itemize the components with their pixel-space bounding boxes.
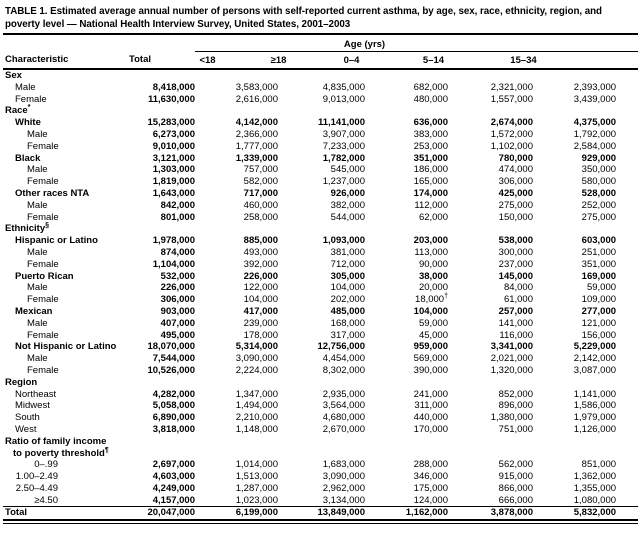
cell-15-34: 851,000 <box>581 459 617 471</box>
cell-under-18: 104,000 <box>243 294 278 306</box>
cell-0-4: 20,000 <box>418 282 448 294</box>
cell-18-plus: 4,835,000 <box>322 81 365 93</box>
cell-5-14: 306,000 <box>498 176 533 188</box>
table-row <box>3 282 638 294</box>
section-row <box>3 223 638 235</box>
cell-total: 3,121,000 <box>152 152 195 164</box>
cell-18-plus: 485,000 <box>330 305 365 317</box>
table-header <box>3 36 638 69</box>
cell-0-4: 346,000 <box>413 471 448 483</box>
section-row <box>3 105 638 117</box>
cell-total: 1,643,000 <box>152 187 195 199</box>
row-label: Region <box>5 376 38 388</box>
cell-total: 8,418,000 <box>152 81 195 93</box>
row-label: Other races NTA <box>15 187 90 199</box>
cell-0-4: 636,000 <box>413 117 448 129</box>
cell-total: 6,273,000 <box>152 128 195 140</box>
cell-18-plus: 13,849,000 <box>278 507 365 519</box>
col-header-characteristic: Characteristic <box>5 54 69 66</box>
cell-18-plus: 2,935,000 <box>322 388 365 400</box>
age-span-label: Age (yrs) <box>343 39 386 50</box>
row-label <box>3 495 133 507</box>
col-header-5-14: 5–14 <box>422 54 445 66</box>
cell-under-18: 1,494,000 <box>235 400 278 412</box>
cell-0-4: 1,162,000 <box>365 507 448 519</box>
row-label: Male <box>27 317 48 329</box>
cell-18-plus: 8,302,000 <box>322 364 365 376</box>
cell-0-4: 45,000 <box>418 329 448 341</box>
row-label: Puerto Rican <box>15 270 74 282</box>
cell-18-plus: 4,454,000 <box>322 353 365 365</box>
cell-under-18: 1,339,000 <box>235 152 278 164</box>
row-label: Midwest <box>15 400 50 412</box>
row-label: Female <box>27 176 59 188</box>
cell-total: 2,697,000 <box>152 459 195 471</box>
cell-18-plus: 1,782,000 <box>322 152 365 164</box>
cell-under-18: 582,000 <box>243 176 278 188</box>
cell-under-18: 717,000 <box>243 187 278 199</box>
cell-under-18: 757,000 <box>243 164 278 176</box>
cell-15-34: 2,584,000 <box>573 140 617 152</box>
cell-15-34: 528,000 <box>581 187 617 199</box>
column-header-row <box>3 52 638 70</box>
cell-18-plus: 3,907,000 <box>322 128 365 140</box>
cell-total: 306,000 <box>160 294 195 306</box>
cell-under-18: 2,366,000 <box>235 128 278 140</box>
cell-0-4: 170,000 <box>413 423 448 435</box>
cell-under-18: 885,000 <box>243 235 278 247</box>
cell-18-plus: 168,000 <box>330 317 365 329</box>
cell-15-34: 109,000 <box>581 294 617 306</box>
footnote-marker: * <box>27 104 31 112</box>
row-label: Female <box>27 258 59 270</box>
col-header-total: Total <box>129 54 151 66</box>
cell-under-18: 258,000 <box>243 211 278 223</box>
cell-5-14: 84,000 <box>503 282 533 294</box>
cell-5-14: 257,000 <box>498 305 533 317</box>
cell-5-14: 1,572,000 <box>490 128 533 140</box>
cell-0-4: 104,000 <box>413 305 448 317</box>
cell-total: 15,283,000 <box>147 117 195 129</box>
row-label: Mexican <box>15 305 53 317</box>
cell-total: 495,000 <box>160 329 195 341</box>
cell-5-14: 425,000 <box>498 187 533 199</box>
cell-18-plus: 3,134,000 <box>322 494 365 506</box>
cell-0-4: 959,000 <box>413 341 448 353</box>
cell-5-14: 896,000 <box>498 400 533 412</box>
cell-5-14: 780,000 <box>498 152 533 164</box>
cell-under-18: 1,777,000 <box>235 140 278 152</box>
cell-under-18: 1,014,000 <box>235 459 278 471</box>
cell-18-plus: 3,090,000 <box>322 471 365 483</box>
cell-under-18: 2,224,000 <box>235 364 278 376</box>
cell-15-34: 252,000 <box>581 199 617 211</box>
footnote-marker: § <box>45 222 50 230</box>
cell-5-14: 3,878,000 <box>448 507 533 519</box>
row-label: Northeast <box>15 388 57 400</box>
cell-15-34: 1,080,000 <box>573 494 617 506</box>
cell-0-4: 203,000 <box>413 235 448 247</box>
cell-15-34: 4,375,000 <box>573 117 617 129</box>
cell-total: 4,157,000 <box>152 494 195 506</box>
cell-under-18: 1,347,000 <box>235 388 278 400</box>
row-label: White <box>15 117 41 129</box>
section-row <box>3 436 638 460</box>
cell-18-plus: 3,564,000 <box>322 400 365 412</box>
cell-under-18: 1,513,000 <box>235 471 278 483</box>
cell-under-18: 178,000 <box>243 329 278 341</box>
cell-0-4: 113,000 <box>414 246 448 258</box>
cell-total: 4,282,000 <box>152 388 195 400</box>
cell-total: 7,544,000 <box>152 353 195 365</box>
cell-0-4: 18,000† <box>415 292 448 306</box>
row-label: Male <box>27 246 48 258</box>
cell-18-plus: 305,000 <box>330 270 365 282</box>
cell-15-34: 59,000 <box>586 282 617 294</box>
cell-18-plus: 4,680,000 <box>322 412 365 424</box>
cell-total: 903,000 <box>160 305 195 317</box>
col-header-15-34: 15–34 <box>510 54 537 66</box>
table-row <box>3 483 638 495</box>
cell-total: 4,249,000 <box>152 482 195 494</box>
cell-total: 1,303,000 <box>152 164 195 176</box>
cell-total: 407,000 <box>160 317 195 329</box>
cell-0-4: 59,000 <box>418 317 448 329</box>
cell-18-plus: 11,141,000 <box>317 117 365 129</box>
table-row <box>3 188 638 200</box>
cell-0-4: 38,000 <box>418 270 448 282</box>
cell-18-plus: 1,237,000 <box>322 176 365 188</box>
row-label: Female <box>27 211 59 223</box>
row-label: Male <box>27 353 48 365</box>
cell-18-plus: 9,013,000 <box>322 93 365 105</box>
row-label-text: 0–.99 <box>34 459 58 471</box>
table-row <box>3 153 638 165</box>
cell-total: 5,058,000 <box>152 400 195 412</box>
cell-0-4: 383,000 <box>413 128 448 140</box>
bottom-rule-thin <box>3 523 638 524</box>
cell-total: 1,978,000 <box>152 235 195 247</box>
row-label-text: 2.50–4.49 <box>15 482 58 494</box>
row-label: Female <box>27 329 59 341</box>
cell-15-34: 1,126,000 <box>573 423 617 435</box>
row-label: Male <box>27 164 48 176</box>
cell-0-4: 112,000 <box>414 199 448 211</box>
cell-15-34: 3,087,000 <box>573 364 617 376</box>
row-label: Female <box>27 140 59 152</box>
cell-5-14: 61,000 <box>503 294 533 306</box>
cell-15-34: 351,000 <box>581 258 617 270</box>
row-label: Female <box>15 93 47 105</box>
cell-5-14: 866,000 <box>498 482 533 494</box>
row-label: Female <box>27 364 59 376</box>
cell-18-plus: 2,962,000 <box>322 482 365 494</box>
cell-total: 842,000 <box>160 199 195 211</box>
table-row <box>3 294 638 306</box>
age-span-row <box>3 36 638 52</box>
cell-5-14: 116,000 <box>499 329 533 341</box>
cell-0-4: 174,000 <box>413 187 448 199</box>
cell-under-18: 2,616,000 <box>235 93 278 105</box>
cell-18-plus: 1,683,000 <box>322 459 365 471</box>
cell-total: 9,010,000 <box>152 140 195 152</box>
cell-5-14: 2,021,000 <box>490 353 533 365</box>
cell-0-4: 253,000 <box>413 140 448 152</box>
cell-18-plus: 381,000 <box>330 246 365 258</box>
row-label: Hispanic or Latino <box>15 235 98 247</box>
row-label: Race* <box>5 104 31 117</box>
cell-5-14: 237,000 <box>498 258 533 270</box>
section-label-line2: to poverty threshold¶ <box>13 446 109 459</box>
cell-15-34: 2,142,000 <box>573 353 617 365</box>
section-row <box>3 377 638 389</box>
cell-total: 6,890,000 <box>152 412 195 424</box>
cell-18-plus: 712,000 <box>330 258 365 270</box>
row-label <box>3 471 133 483</box>
cell-5-14: 150,000 <box>498 211 533 223</box>
cell-total: 4,603,000 <box>152 471 195 483</box>
cell-15-34: 5,832,000 <box>533 507 638 519</box>
cell-18-plus: 202,000 <box>330 294 365 306</box>
cell-under-18: 2,210,000 <box>235 412 278 424</box>
cell-15-34: 929,000 <box>581 152 617 164</box>
row-label <box>3 459 133 471</box>
cell-total: 3,818,000 <box>152 423 195 435</box>
row-label: Ethnicity§ <box>5 222 50 235</box>
cell-15-34: 251,000 <box>581 246 617 258</box>
cell-under-18: 4,142,000 <box>235 117 278 129</box>
cell-under-18: 1,023,000 <box>235 494 278 506</box>
row-label: Total <box>3 507 133 519</box>
table-row <box>3 459 638 471</box>
cell-15-34: 1,141,000 <box>573 388 617 400</box>
cell-under-18: 392,000 <box>243 258 278 270</box>
cell-18-plus: 12,756,000 <box>317 341 365 353</box>
cell-0-4: 682,000 <box>413 81 448 93</box>
cell-total: 532,000 <box>160 270 195 282</box>
table-row <box>3 164 638 176</box>
cell-5-14: 2,674,000 <box>490 117 533 129</box>
total-row <box>3 507 638 519</box>
title-rule <box>3 33 638 35</box>
cell-15-34: 275,000 <box>581 211 617 223</box>
table-row <box>3 271 638 283</box>
table-row <box>3 259 638 271</box>
cell-total: 18,070,000 <box>147 341 195 353</box>
row-label: South <box>15 412 40 424</box>
cell-under-18: 226,000 <box>243 270 278 282</box>
cell-total: 1,104,000 <box>152 258 195 270</box>
bottom-rule-thick <box>3 519 638 521</box>
cell-total: 20,047,000 <box>133 507 195 519</box>
cell-18-plus: 7,233,000 <box>322 140 365 152</box>
cell-under-18: 5,314,000 <box>235 341 278 353</box>
col-header-under-18: <18 <box>199 54 216 66</box>
cell-0-4: 124,000 <box>413 494 448 506</box>
table-row <box>3 129 638 141</box>
cell-15-34: 350,000 <box>581 164 617 176</box>
cell-under-18: 3,583,000 <box>235 81 278 93</box>
table-row <box>3 82 638 94</box>
row-label: Male <box>27 199 48 211</box>
cell-5-14: 751,000 <box>498 423 533 435</box>
cell-0-4: 440,000 <box>413 412 448 424</box>
table-title: TABLE 1. Estimated average annual number of persons with self-reported current asthma, by age, sex, race, ethnicity, region, and poverty level — National Health Interview Survey, United States, 2001–2003 <box>5 6 602 30</box>
cell-15-34: 169,000 <box>581 270 617 282</box>
cell-total: 1,819,000 <box>152 176 195 188</box>
cell-5-14: 3,341,000 <box>490 341 533 353</box>
row-label <box>3 483 133 495</box>
table-row <box>3 318 638 330</box>
row-label: Male <box>15 81 36 93</box>
cell-under-18: 460,000 <box>243 199 278 211</box>
table-row <box>3 495 638 507</box>
asthma-table <box>3 36 638 519</box>
row-label: Not Hispanic or Latino <box>15 341 117 353</box>
cell-under-18: 6,199,000 <box>195 507 278 519</box>
cell-15-34: 1,792,000 <box>573 128 617 140</box>
row-label: Sex <box>5 70 22 81</box>
header-spacer <box>3 36 195 52</box>
cell-5-14: 852,000 <box>498 388 533 400</box>
table-row <box>3 353 638 365</box>
cell-5-14: 666,000 <box>498 494 533 506</box>
table-row <box>3 400 638 412</box>
col-header-0-4: 0–4 <box>343 54 360 66</box>
cell-0-4: 288,000 <box>413 459 448 471</box>
cell-18-plus: 382,000 <box>330 199 365 211</box>
cell-15-34: 1,586,000 <box>573 400 617 412</box>
col-header-18-plus: ≥18 <box>270 54 287 66</box>
table-row <box>3 235 638 247</box>
table-body <box>3 69 638 519</box>
cell-5-14: 145,000 <box>498 270 533 282</box>
cell-18-plus: 926,000 <box>330 187 365 199</box>
cell-0-4: 90,000 <box>418 258 448 270</box>
cell-0-4: 569,000 <box>413 353 448 365</box>
cell-0-4: 351,000 <box>413 152 448 164</box>
table-row <box>3 176 638 188</box>
cell-0-4: 480,000 <box>413 93 448 105</box>
cell-5-14: 1,102,000 <box>490 140 533 152</box>
cell-5-14: 562,000 <box>498 459 533 471</box>
cell-5-14: 300,000 <box>498 246 533 258</box>
cell-0-4: 186,000 <box>413 164 448 176</box>
table-row <box>3 424 638 436</box>
cell-5-14: 1,380,000 <box>490 412 533 424</box>
cell-5-14: 474,000 <box>498 164 533 176</box>
table-row <box>3 341 638 353</box>
cell-18-plus: 545,000 <box>330 164 365 176</box>
table-row <box>3 471 638 483</box>
cell-18-plus: 1,093,000 <box>322 235 365 247</box>
cell-18-plus: 317,000 <box>330 329 365 341</box>
cell-15-34: 5,229,000 <box>573 341 617 353</box>
cell-5-14: 275,000 <box>498 199 533 211</box>
cell-5-14: 538,000 <box>498 235 533 247</box>
table-row <box>3 212 638 224</box>
cell-15-34: 603,000 <box>581 235 617 247</box>
cell-under-18: 417,000 <box>243 305 278 317</box>
cell-total: 226,000 <box>160 282 195 294</box>
cell-0-4: 390,000 <box>413 364 448 376</box>
table-row <box>3 389 638 401</box>
cell-15-34: 121,000 <box>581 317 617 329</box>
table-row <box>3 306 638 318</box>
cell-15-34: 277,000 <box>581 305 617 317</box>
cell-18-plus: 544,000 <box>330 211 365 223</box>
cell-under-18: 239,000 <box>243 317 278 329</box>
table-row <box>3 365 638 377</box>
cell-18-plus: 2,670,000 <box>322 423 365 435</box>
cell-0-4: 241,000 <box>413 388 448 400</box>
cell-5-14: 915,000 <box>498 471 533 483</box>
footnote-marker: ¶ <box>104 446 109 454</box>
cell-5-14: 141,000 <box>498 317 533 329</box>
row-label: West <box>15 423 37 435</box>
section-label: Ratio of family income <box>5 435 107 447</box>
row-label-text: ≥4.50 <box>34 494 58 506</box>
cell-15-34: 156,000 <box>581 329 617 341</box>
table-row <box>3 247 638 259</box>
cell-under-18: 1,148,000 <box>235 423 278 435</box>
cell-5-14: 1,320,000 <box>490 364 533 376</box>
cell-15-34: 1,355,000 <box>573 482 617 494</box>
row-label: Black <box>15 152 41 164</box>
cell-total: 874,000 <box>160 246 195 258</box>
cell-15-34: 2,393,000 <box>573 81 617 93</box>
row-label: Male <box>27 282 48 294</box>
cell-under-18: 122,000 <box>243 282 278 294</box>
cell-15-34: 3,439,000 <box>573 93 617 105</box>
table-row <box>3 330 638 342</box>
cell-under-18: 493,000 <box>243 246 278 258</box>
row-label-text: 1.00–2.49 <box>15 471 58 483</box>
cell-under-18: 3,090,000 <box>235 353 278 365</box>
cell-15-34: 1,979,000 <box>573 412 617 424</box>
table-row <box>3 117 638 129</box>
table-row <box>3 141 638 153</box>
cell-0-4: 175,000 <box>413 482 448 494</box>
cell-total: 10,526,000 <box>147 364 195 376</box>
cell-15-34: 1,362,000 <box>573 471 617 483</box>
cell-0-4: 165,000 <box>413 176 448 188</box>
cell-total: 801,000 <box>160 211 195 223</box>
table-row <box>3 200 638 212</box>
cell-18-plus: 104,000 <box>330 282 365 294</box>
cell-total: 11,630,000 <box>147 93 195 105</box>
cell-5-14: 1,557,000 <box>490 93 533 105</box>
cell-15-34: 580,000 <box>581 176 617 188</box>
row-label: Female <box>27 294 59 306</box>
cell-0-4: 311,000 <box>414 400 448 412</box>
age-span-header <box>195 36 638 52</box>
section-row <box>3 69 638 82</box>
row-label <box>3 436 638 460</box>
cell-under-18: 1,287,000 <box>235 482 278 494</box>
table-row <box>3 412 638 424</box>
footnote-marker: † <box>444 292 448 300</box>
cell-5-14: 2,321,000 <box>490 81 533 93</box>
table-row <box>3 94 638 106</box>
cell-0-4: 62,000 <box>418 211 448 223</box>
row-label: Male <box>27 128 48 140</box>
